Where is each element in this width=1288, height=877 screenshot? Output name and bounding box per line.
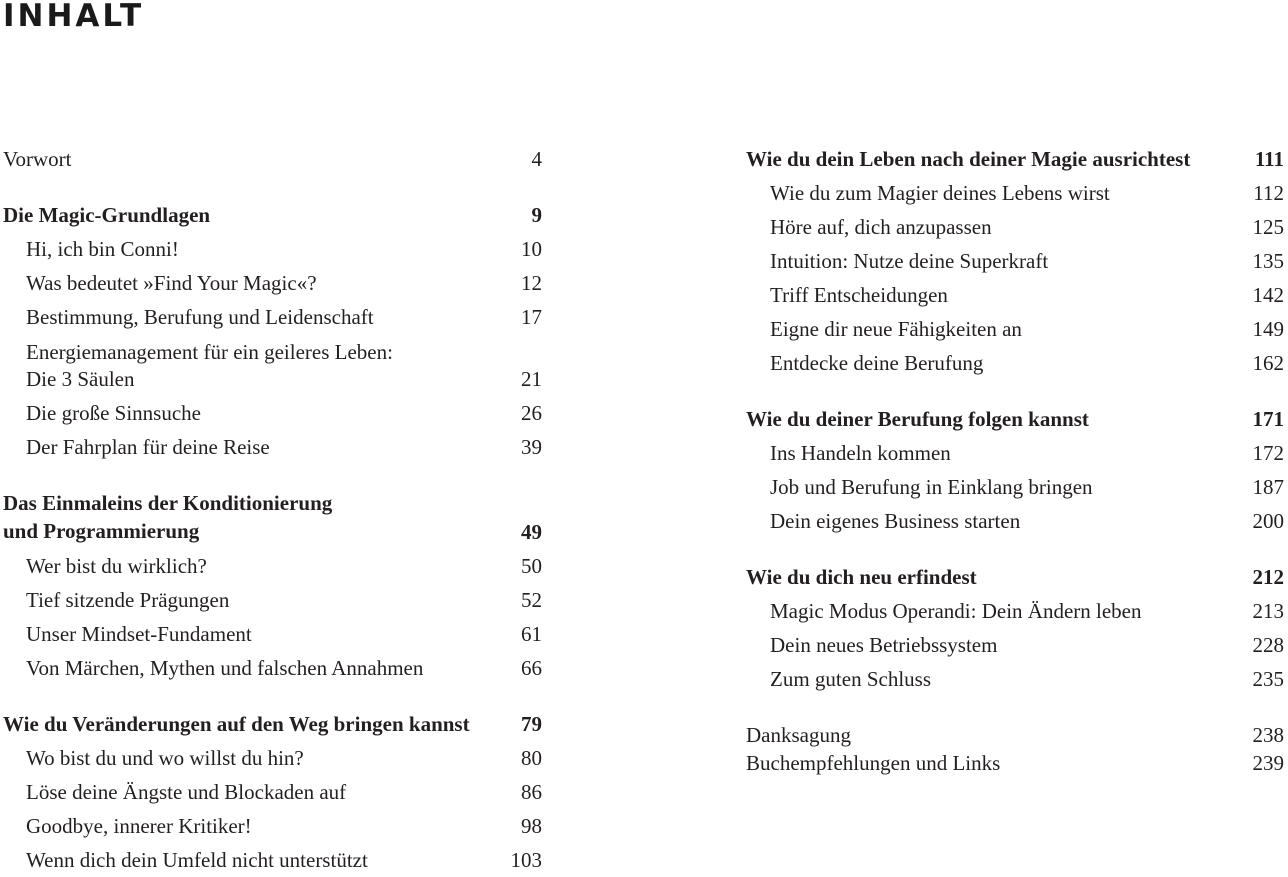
toc-chapter[interactable] <box>3 489 542 546</box>
toc-section-page: 17 <box>521 305 542 329</box>
toc-section-page: 200 <box>1252 509 1284 533</box>
toc-section-title: Dein eigenes Business starten <box>770 509 1021 533</box>
toc-section[interactable] <box>26 617 542 651</box>
toc-section-title: Höre auf, dich anzupassen <box>770 215 992 239</box>
toc-chapter[interactable] <box>746 402 1284 436</box>
toc-section[interactable] <box>770 436 1284 470</box>
toc-section-page: 162 <box>1252 351 1284 375</box>
toc-section-title <box>26 339 393 393</box>
toc-entry-title: Vorwort <box>3 147 72 171</box>
toc-section-page: 213 <box>1252 599 1284 623</box>
toc-chapter-title: Die Magic-Grundlagen <box>3 203 211 227</box>
toc-section-title: Was bedeutet »Find Your Magic«? <box>26 271 317 295</box>
toc-section[interactable] <box>770 176 1284 210</box>
toc-section-page: 61 <box>521 622 542 646</box>
toc-section-title: Goodbye, innerer Kritiker! <box>26 814 252 838</box>
toc-entry-page: 4 <box>531 147 542 171</box>
toc-entry-page: 238 <box>1252 723 1284 747</box>
toc-chapter-title: Wie du Veränderungen auf den Weg bringen kannst <box>3 712 470 736</box>
toc-section[interactable] <box>26 266 542 300</box>
toc-section-title: Wie du zum Magier deines Lebens wirst <box>770 181 1110 205</box>
toc-section[interactable] <box>26 741 542 775</box>
toc-section-page: 26 <box>521 401 542 425</box>
toc-section-title: Hi, ich bin Conni! <box>26 237 179 261</box>
toc-section-page: 125 <box>1252 215 1284 239</box>
toc-chapter[interactable] <box>3 198 542 232</box>
toc-section[interactable] <box>26 583 542 617</box>
toc-section-title: Von Märchen, Mythen und falschen Annahmen <box>26 656 424 680</box>
toc-section-title: Job und Berufung in Einklang bringen <box>770 475 1093 499</box>
toc-section-title-line1: Energiemanagement für ein geileres Leben: <box>26 340 393 364</box>
toc-section[interactable] <box>770 662 1284 696</box>
toc-section[interactable] <box>26 775 542 809</box>
toc-section-title: Dein neues Betriebssystem <box>770 633 998 657</box>
toc-entry-page: 239 <box>1252 751 1284 775</box>
toc-entry[interactable] <box>746 746 1284 780</box>
toc-section-page: 112 <box>1253 181 1284 205</box>
toc-section-title: Bestimmung, Berufung und Leidenschaft <box>26 305 374 329</box>
toc-section-title: Die große Sinnsuche <box>26 401 201 425</box>
toc-section-page: 135 <box>1252 249 1284 273</box>
toc-section-title: Unser Mindset-Fundament <box>26 622 252 646</box>
toc-section[interactable] <box>26 430 542 464</box>
toc-section[interactable] <box>770 210 1284 244</box>
toc-entry-title: Buchempfehlungen und Links <box>746 751 1001 775</box>
toc-chapter-page: 49 <box>521 520 542 544</box>
toc-section[interactable] <box>26 549 542 583</box>
toc-section[interactable] <box>26 396 542 430</box>
toc-chapter-title: Wie du deiner Berufung folgen kannst <box>746 407 1089 431</box>
toc-section-title: Der Fahrplan für deine Reise <box>26 435 270 459</box>
toc-section-page: 39 <box>521 435 542 459</box>
toc-section-title: Wenn dich dein Umfeld nicht unterstützt <box>26 848 368 872</box>
toc-section-page: 86 <box>521 780 542 804</box>
toc-section[interactable] <box>770 504 1284 538</box>
toc-section-page: 52 <box>521 588 542 612</box>
toc-section-page: 235 <box>1252 667 1284 691</box>
toc-section-title: Tief sitzende Prägungen <box>26 588 230 612</box>
toc-section[interactable] <box>26 339 542 393</box>
toc-chapter[interactable] <box>746 560 1284 594</box>
toc-section-title: Wer bist du wirklich? <box>26 554 207 578</box>
toc-section-title-line2: Die 3 Säulen <box>26 367 135 391</box>
toc-entry[interactable] <box>3 142 542 176</box>
toc-section[interactable] <box>26 651 542 685</box>
toc-chapter-title: Wie du dich neu erfindest <box>746 565 977 589</box>
toc-section-page: 21 <box>521 367 542 391</box>
toc-chapter-page: 171 <box>1252 407 1284 431</box>
toc-section-page: 98 <box>521 814 542 838</box>
toc-section-title: Ins Handeln kommen <box>770 441 951 465</box>
toc-section[interactable] <box>770 312 1284 346</box>
toc-section-title: Triff Entscheidungen <box>770 283 948 307</box>
toc-section[interactable] <box>770 470 1284 504</box>
toc-section[interactable] <box>770 346 1284 380</box>
toc-section[interactable] <box>770 628 1284 662</box>
toc-chapter-title-line2: und Programmierung <box>3 519 200 543</box>
toc-section-title: Wo bist du und wo willst du hin? <box>26 746 304 770</box>
toc-chapter[interactable] <box>746 142 1284 176</box>
toc-section-title: Intuition: Nutze deine Superkraft <box>770 249 1049 273</box>
toc-section-title: Magic Modus Operandi: Dein Ändern leben <box>770 599 1142 623</box>
toc-section[interactable] <box>770 278 1284 312</box>
toc-section-page: 66 <box>521 656 542 680</box>
toc-section-page: 10 <box>521 237 542 261</box>
toc-section[interactable] <box>770 594 1284 628</box>
toc-section-title: Löse deine Ängste und Blockaden auf <box>26 780 347 804</box>
toc-chapter[interactable] <box>3 707 542 741</box>
toc-section-page: 80 <box>521 746 542 770</box>
toc-chapter-page: 79 <box>521 712 542 736</box>
toc-section-page: 187 <box>1252 475 1284 499</box>
toc-section[interactable] <box>26 232 542 266</box>
toc-section-title: Zum guten Schluss <box>770 667 931 691</box>
toc-chapter-title: Wie du dein Leben nach deiner Magie ausrichtest <box>746 147 1191 171</box>
toc-section[interactable] <box>26 300 542 334</box>
toc-entry-title: Danksagung <box>746 723 851 747</box>
toc-chapter-title-line1: Das Einmaleins der Konditionierung <box>3 491 333 515</box>
toc-chapter-page: 9 <box>531 203 542 227</box>
toc-section-page: 50 <box>521 554 542 578</box>
toc-section-page: 12 <box>521 271 542 295</box>
toc-section-page: 142 <box>1252 283 1284 307</box>
toc-chapter-page: 111 <box>1254 147 1284 171</box>
toc-section-title: Entdecke deine Berufung <box>770 351 984 375</box>
page-title: INHALT <box>3 0 145 34</box>
toc-section-page: 103 <box>510 848 542 872</box>
toc-section-title: Eigne dir neue Fähigkeiten an <box>770 317 1022 341</box>
toc-chapter-page: 212 <box>1252 565 1284 589</box>
toc-section-page: 228 <box>1252 633 1284 657</box>
toc-section[interactable] <box>26 809 542 843</box>
toc-chapter-title <box>3 489 332 545</box>
toc-section-page: 172 <box>1252 441 1284 465</box>
toc-section-page: 149 <box>1252 317 1284 341</box>
toc-section[interactable] <box>770 244 1284 278</box>
